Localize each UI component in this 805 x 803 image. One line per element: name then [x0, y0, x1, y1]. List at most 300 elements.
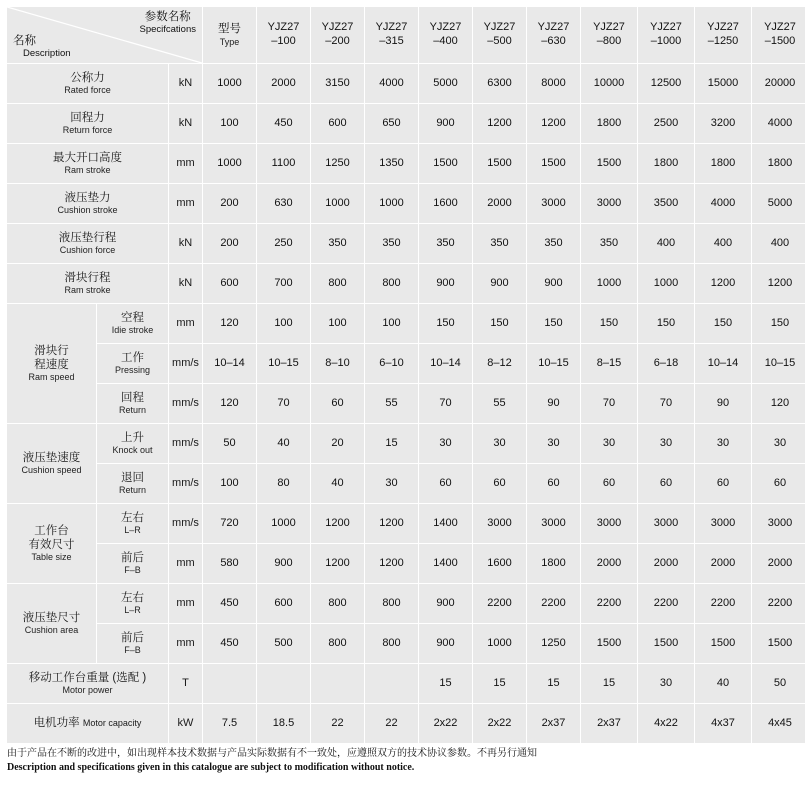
group-3-sub-1-unit: mm: [169, 624, 203, 664]
group-0-sub-0-value-7: 150: [581, 304, 638, 344]
footnote-line-cn: 由于产品在不断的改进中，如出现样本技术数据与产品实际数据有不一致处，应遵照双方的技术协议参数。不再另行通知: [7, 748, 537, 759]
model-header-5-line-0: YJZ27: [537, 21, 570, 34]
row-5-value-8: 1000: [638, 264, 695, 304]
model-header-7-line-0: YJZ27: [650, 21, 682, 34]
group-0-sub-0-value-10: 150: [752, 304, 805, 344]
row-unit-0: kN: [169, 64, 203, 104]
tail-row-0-value-5: 15: [473, 664, 527, 704]
group-3-sub-0-value-7: 2200: [581, 584, 638, 624]
row-4-value-0: 200: [203, 224, 257, 264]
row-2-value-8: 1800: [638, 144, 695, 184]
row-0-value-4: 5000: [419, 64, 473, 104]
group-1-sub-1-value-5: 60: [473, 464, 527, 504]
model-header-4-line-1: –500: [487, 35, 512, 47]
row-0-value-1: 2000: [257, 64, 311, 104]
group-2-sub-0-value-3: 1200: [365, 504, 419, 544]
group-0-sub-0-value-8: 150: [638, 304, 695, 344]
group-label-0-cn2: 程速度: [34, 358, 69, 371]
group-0-sub-0-value-4: 150: [419, 304, 473, 344]
group-0-sub-1-value-2: 8–10: [311, 344, 365, 384]
tail-row-0-value-3: [365, 664, 419, 704]
header-type-cell: 型号 Type: [203, 7, 257, 64]
group-3-sub-0-value-9: 2200: [695, 584, 752, 624]
group-3-sub-1-value-6: 1250: [527, 624, 581, 664]
group-3-sub-0-value-8: 2200: [638, 584, 695, 624]
row-label-3: [7, 184, 169, 224]
row-2-value-9: 1800: [695, 144, 752, 184]
model-header-1-line-1: –200: [325, 35, 350, 47]
specifications-table: [6, 6, 805, 744]
group-2-sub-1-label-en: F–B: [124, 565, 141, 576]
table-row: [7, 504, 805, 544]
group-0-sub-0-value-3: 100: [365, 304, 419, 344]
group-3-sub-0-value-2: 800: [311, 584, 365, 624]
tail-row-0-value-1: [257, 664, 311, 704]
row-2-value-6: 1500: [527, 144, 581, 184]
group-0-sub-0-value-9: 150: [695, 304, 752, 344]
row-1-value-1: 450: [257, 104, 311, 144]
group-1-sub-0-value-6: 30: [527, 424, 581, 464]
row-4-value-1: 250: [257, 224, 311, 264]
group-3-sub-0-value-10: 2200: [752, 584, 805, 624]
group-2-sub-0-value-4: 1400: [419, 504, 473, 544]
row-0-value-5: 6300: [473, 64, 527, 104]
group-2-sub-0-unit: mm/s: [169, 504, 203, 544]
row-1-value-4: 900: [419, 104, 473, 144]
row-2-value-3: 1350: [365, 144, 419, 184]
group-3-sub-1-value-10: 1500: [752, 624, 805, 664]
group-0-sub-0-label: [97, 304, 169, 344]
table-row: [7, 104, 805, 144]
row-5-value-1: 700: [257, 264, 311, 304]
group-0-sub-2-value-7: 70: [581, 384, 638, 424]
group-2-sub-1-value-9: 2000: [695, 544, 752, 584]
group-2-sub-0-value-6: 3000: [527, 504, 581, 544]
footnote: [6, 747, 799, 774]
group-3-sub-0-value-0: 450: [203, 584, 257, 624]
tail-row-label-1: [7, 704, 169, 744]
row-label-1-cn: 回程力: [70, 111, 105, 124]
row-1-value-2: 600: [311, 104, 365, 144]
row-4-value-3: 350: [365, 224, 419, 264]
tail-row-1-value-3: 22: [365, 704, 419, 744]
table-row: [7, 224, 805, 264]
model-header-6-line-1: –800: [596, 35, 622, 47]
group-3-sub-1-value-2: 800: [311, 624, 365, 664]
group-2-sub-1-label-cn: 前后: [121, 551, 144, 564]
row-5-value-3: 800: [365, 264, 419, 304]
row-2-value-2: 1250: [311, 144, 365, 184]
row-3-value-6: 3000: [527, 184, 581, 224]
row-label-1-en: Return force: [62, 125, 113, 136]
group-2-sub-0-value-1: 1000: [257, 504, 311, 544]
group-1-sub-1-value-10: 60: [752, 464, 805, 504]
group-2-sub-1-value-6: 1800: [527, 544, 581, 584]
table-row: [7, 144, 805, 184]
group-1-sub-1-label-en: Return: [118, 485, 146, 496]
group-3-sub-1-value-3: 800: [365, 624, 419, 664]
group-2-sub-1-value-7: 2000: [581, 544, 638, 584]
group-0-sub-1-value-7: 8–15: [581, 344, 638, 384]
table-row: [7, 184, 805, 224]
row-label-4: [7, 224, 169, 264]
row-1-value-9: 3200: [695, 104, 752, 144]
tail-row-1-value-8: 4x22: [638, 704, 695, 744]
tail-row-0-value-8: 30: [638, 664, 695, 704]
row-5-value-0: 600: [203, 264, 257, 304]
group-2-sub-0-value-8: 3000: [638, 504, 695, 544]
group-1-sub-0-label: [97, 424, 169, 464]
model-header-8-line-1: –1250: [707, 35, 739, 47]
group-0-sub-1-value-10: 10–15: [752, 344, 805, 384]
group-label-0: [7, 304, 97, 424]
table-row: [7, 384, 805, 424]
model-header-9: [752, 7, 805, 64]
row-2-value-0: 1000: [203, 144, 257, 184]
group-3-sub-0-value-5: 2200: [473, 584, 527, 624]
row-label-2-en: Ram stroke: [64, 165, 111, 176]
table-row: [7, 344, 805, 384]
group-0-sub-2-label: [97, 384, 169, 424]
row-3-value-1: 630: [257, 184, 311, 224]
header-corner-cell: [7, 7, 203, 64]
group-0-sub-0-label-cn: 空程: [121, 311, 144, 324]
row-unit-1: kN: [169, 104, 203, 144]
row-2-value-7: 1500: [581, 144, 638, 184]
group-0-sub-0-value-1: 100: [257, 304, 311, 344]
group-1-sub-1-value-3: 30: [365, 464, 419, 504]
group-0-sub-0-unit: mm: [169, 304, 203, 344]
table-row: [7, 584, 805, 624]
group-3-sub-0-value-3: 800: [365, 584, 419, 624]
model-header-3: [419, 7, 473, 64]
group-3-sub-0-label-cn: 左右: [121, 591, 144, 604]
group-1-sub-1-value-2: 40: [311, 464, 365, 504]
row-3-value-5: 2000: [473, 184, 527, 224]
group-0-sub-1-value-1: 10–15: [257, 344, 311, 384]
model-header-8-line-0: YJZ27: [707, 21, 739, 34]
group-1-sub-0-value-5: 30: [473, 424, 527, 464]
group-0-sub-2-value-9: 90: [695, 384, 752, 424]
tail-row-1-value-10: 4x45: [752, 704, 805, 744]
group-1-sub-1-value-9: 60: [695, 464, 752, 504]
model-header-2: [365, 7, 419, 64]
group-1-sub-1-label-cn: 退回: [121, 471, 144, 484]
model-header-1: [311, 7, 365, 64]
table-header: [7, 7, 805, 64]
group-label-1: [7, 424, 97, 504]
row-4-value-7: 350: [581, 224, 638, 264]
tail-row-0-value-7: 15: [581, 664, 638, 704]
model-header-3-line-0: YJZ27: [429, 21, 462, 34]
row-1-value-7: 1800: [581, 104, 638, 144]
row-5-value-7: 1000: [581, 264, 638, 304]
row-3-value-7: 3000: [581, 184, 638, 224]
group-1-sub-1-value-0: 100: [203, 464, 257, 504]
row-label-5-cn: 滑块行程: [64, 271, 111, 284]
table-row: [7, 64, 805, 104]
group-3-sub-1-value-4: 900: [419, 624, 473, 664]
group-2-sub-1-value-4: 1400: [419, 544, 473, 584]
table-body: [7, 64, 805, 744]
group-3-sub-0-value-1: 600: [257, 584, 311, 624]
row-unit-2: mm: [169, 144, 203, 184]
group-label-0-cn1: 滑块行: [34, 344, 69, 357]
group-2-sub-0-value-5: 3000: [473, 504, 527, 544]
group-0-sub-1-unit: mm/s: [169, 344, 203, 384]
row-1-value-5: 1200: [473, 104, 527, 144]
row-label-2: [7, 144, 169, 184]
row-4-value-10: 400: [752, 224, 805, 264]
group-0-sub-2-value-4: 70: [419, 384, 473, 424]
row-3-value-4: 1600: [419, 184, 473, 224]
model-header-0-line-1: –100: [271, 35, 296, 47]
group-0-sub-2-value-3: 55: [365, 384, 419, 424]
group-1-sub-0-unit: mm/s: [169, 424, 203, 464]
row-5-value-6: 900: [527, 264, 581, 304]
row-label-5-en: Ram stroke: [64, 285, 111, 296]
table-row: [7, 704, 805, 744]
model-header-6-line-0: YJZ27: [593, 21, 625, 34]
group-2-sub-1-unit: mm: [169, 544, 203, 584]
group-3-sub-0-label-en: L–R: [124, 605, 141, 616]
group-1-sub-0-label-cn: 上升: [121, 431, 144, 444]
group-2-sub-0-value-2: 1200: [311, 504, 365, 544]
group-0-sub-2-value-2: 60: [311, 384, 365, 424]
group-2-sub-0-label: [97, 504, 169, 544]
group-1-sub-1-value-8: 60: [638, 464, 695, 504]
group-3-sub-1-label-en: F–B: [124, 645, 141, 656]
row-5-value-10: 1200: [752, 264, 805, 304]
group-0-sub-1-value-3: 6–10: [365, 344, 419, 384]
table-row: [7, 424, 805, 464]
group-0-sub-2-value-0: 120: [203, 384, 257, 424]
group-0-sub-1-value-8: 6–18: [638, 344, 695, 384]
group-2-sub-1-value-2: 1200: [311, 544, 365, 584]
group-0-sub-1-value-4: 10–14: [419, 344, 473, 384]
group-2-sub-0-value-10: 3000: [752, 504, 805, 544]
row-0-value-3: 4000: [365, 64, 419, 104]
group-label-1-cn1: 液压垫速度: [22, 451, 81, 464]
model-header-4-line-0: YJZ27: [483, 21, 516, 34]
group-1-sub-0-value-3: 15: [365, 424, 419, 464]
group-2-sub-1-value-3: 1200: [365, 544, 419, 584]
group-label-3-en: Cushion area: [24, 625, 79, 636]
group-1-sub-1-value-4: 60: [419, 464, 473, 504]
row-0-value-0: 1000: [203, 64, 257, 104]
tail-row-1-value-1: 18.5: [257, 704, 311, 744]
row-label-0-en: Rated force: [64, 85, 111, 96]
row-4-value-9: 400: [695, 224, 752, 264]
group-label-2: [7, 504, 97, 584]
tail-row-0-value-6: 15: [527, 664, 581, 704]
group-3-sub-1-label: [97, 624, 169, 664]
group-1-sub-0-value-2: 20: [311, 424, 365, 464]
tail-row-1-value-9: 4x37: [695, 704, 752, 744]
group-1-sub-0-value-9: 30: [695, 424, 752, 464]
row-1-value-10: 4000: [752, 104, 805, 144]
model-header-4: [473, 7, 527, 64]
group-0-sub-1-value-6: 10–15: [527, 344, 581, 384]
model-header-1-line-0: YJZ27: [321, 21, 354, 34]
model-header-0-line-0: YJZ27: [267, 21, 300, 34]
header-description-label: 名称 Description: [13, 34, 71, 60]
row-0-value-10: 20000: [752, 64, 805, 104]
row-0-value-6: 8000: [527, 64, 581, 104]
row-2-value-5: 1500: [473, 144, 527, 184]
tail-row-label-0: [7, 664, 169, 704]
group-0-sub-2-value-1: 70: [257, 384, 311, 424]
group-2-sub-0-label-cn: 左右: [121, 511, 144, 524]
table-row: [7, 544, 805, 584]
group-0-sub-2-unit: mm/s: [169, 384, 203, 424]
tail-row-label-0-cn: 移动工作台重量 (选配 ): [28, 671, 147, 684]
row-2-value-10: 1800: [752, 144, 805, 184]
group-3-sub-1-value-9: 1500: [695, 624, 752, 664]
group-2-sub-1-value-5: 1600: [473, 544, 527, 584]
group-label-2-en: Table size: [31, 552, 72, 563]
group-2-sub-0-value-0: 720: [203, 504, 257, 544]
row-0-value-9: 15000: [695, 64, 752, 104]
group-3-sub-1-value-7: 1500: [581, 624, 638, 664]
row-5-value-2: 800: [311, 264, 365, 304]
tail-row-label-1-en: Motor capacity: [82, 718, 142, 729]
group-1-sub-0-value-8: 30: [638, 424, 695, 464]
group-0-sub-2-label-en: Return: [118, 405, 146, 416]
group-1-sub-1-value-1: 80: [257, 464, 311, 504]
group-3-sub-0-value-6: 2200: [527, 584, 581, 624]
group-label-0-en: Ram speed: [28, 372, 75, 383]
tail-row-0-value-10: 50: [752, 664, 805, 704]
group-0-sub-1-label: [97, 344, 169, 384]
model-header-9-line-1: –1500: [764, 35, 796, 47]
group-1-sub-1-value-6: 60: [527, 464, 581, 504]
group-0-sub-2-value-5: 55: [473, 384, 527, 424]
row-label-4-cn: 液压垫行程: [58, 231, 117, 244]
group-0-sub-1-value-5: 8–12: [473, 344, 527, 384]
table-row: [7, 664, 805, 704]
group-1-sub-0-value-1: 40: [257, 424, 311, 464]
row-0-value-2: 3150: [311, 64, 365, 104]
row-4-value-4: 350: [419, 224, 473, 264]
table-row: [7, 624, 805, 664]
model-header-0: [257, 7, 311, 64]
row-3-value-8: 3500: [638, 184, 695, 224]
row-2-value-1: 1100: [257, 144, 311, 184]
row-1-value-8: 2500: [638, 104, 695, 144]
row-5-value-5: 900: [473, 264, 527, 304]
row-label-2-cn: 最大开口高度: [53, 151, 122, 164]
tail-row-1-value-5: 2x22: [473, 704, 527, 744]
group-3-sub-0-value-4: 900: [419, 584, 473, 624]
group-0-sub-1-value-9: 10–14: [695, 344, 752, 384]
tail-row-unit-0: T: [169, 664, 203, 704]
footnote-line-en: Description and specifications given in this catalogue are subject to modification without notice.: [7, 761, 415, 773]
tail-row-1-value-0: 7.5: [203, 704, 257, 744]
row-4-value-2: 350: [311, 224, 365, 264]
row-1-value-6: 1200: [527, 104, 581, 144]
group-0-sub-0-value-5: 150: [473, 304, 527, 344]
group-3-sub-1-label-cn: 前后: [121, 631, 144, 644]
header-row: [7, 7, 805, 64]
group-0-sub-1-value-0: 10–14: [203, 344, 257, 384]
row-unit-4: kN: [169, 224, 203, 264]
row-unit-5: kN: [169, 264, 203, 304]
row-3-value-0: 200: [203, 184, 257, 224]
group-0-sub-0-value-6: 150: [527, 304, 581, 344]
group-2-sub-1-value-8: 2000: [638, 544, 695, 584]
tail-row-0-value-4: 15: [419, 664, 473, 704]
model-header-6: [581, 7, 638, 64]
row-3-value-9: 4000: [695, 184, 752, 224]
row-unit-3: mm: [169, 184, 203, 224]
group-1-sub-0-value-4: 30: [419, 424, 473, 464]
group-label-2-cn2: 有效尺寸: [28, 538, 75, 551]
model-header-7-line-1: –1000: [650, 35, 682, 47]
group-2-sub-0-value-7: 3000: [581, 504, 638, 544]
row-3-value-10: 5000: [752, 184, 805, 224]
group-label-3: [7, 584, 97, 664]
model-header-9-line-0: YJZ27: [764, 21, 796, 34]
row-5-value-4: 900: [419, 264, 473, 304]
row-4-value-8: 400: [638, 224, 695, 264]
table-row: [7, 304, 805, 344]
tail-row-1-value-2: 22: [311, 704, 365, 744]
group-1-sub-0-label-en: Knock out: [112, 445, 153, 456]
tail-row-1-value-7: 2x37: [581, 704, 638, 744]
tail-row-unit-1: kW: [169, 704, 203, 744]
row-0-value-7: 10000: [581, 64, 638, 104]
group-3-sub-1-value-5: 1000: [473, 624, 527, 664]
group-2-sub-1-value-0: 580: [203, 544, 257, 584]
group-0-sub-0-value-0: 120: [203, 304, 257, 344]
row-label-5: [7, 264, 169, 304]
group-0-sub-0-label-en: Idie stroke: [111, 325, 154, 336]
row-label-1: [7, 104, 169, 144]
model-header-3-line-1: –400: [433, 35, 458, 47]
group-0-sub-1-label-cn: 工作: [121, 351, 144, 364]
row-label-0-cn: 公称力: [70, 71, 105, 84]
header-specifications-label: 参数名称 Specifcations: [139, 11, 196, 36]
row-3-value-3: 1000: [365, 184, 419, 224]
group-1-sub-1-label: [97, 464, 169, 504]
row-0-value-8: 12500: [638, 64, 695, 104]
group-label-2-cn1: 工作台: [34, 524, 69, 537]
tail-row-0-value-9: 40: [695, 664, 752, 704]
group-1-sub-0-value-10: 30: [752, 424, 805, 464]
group-label-3-cn1: 液压垫尺寸: [22, 611, 81, 624]
row-label-3-cn: 液压垫力: [64, 191, 111, 204]
group-3-sub-0-unit: mm: [169, 584, 203, 624]
group-1-sub-1-value-7: 60: [581, 464, 638, 504]
group-1-sub-0-value-0: 50: [203, 424, 257, 464]
group-0-sub-2-value-8: 70: [638, 384, 695, 424]
group-2-sub-0-label-en: L–R: [124, 525, 141, 536]
model-header-2-line-1: –315: [379, 35, 404, 47]
row-1-value-3: 650: [365, 104, 419, 144]
row-label-0: [7, 64, 169, 104]
tail-row-0-value-2: [311, 664, 365, 704]
row-5-value-9: 1200: [695, 264, 752, 304]
tail-row-0-value-0: [203, 664, 257, 704]
row-4-value-5: 350: [473, 224, 527, 264]
table-row: [7, 264, 805, 304]
row-2-value-4: 1500: [419, 144, 473, 184]
group-0-sub-1-label-en: Pressing: [114, 365, 150, 376]
group-3-sub-1-value-1: 500: [257, 624, 311, 664]
table-row: [7, 464, 805, 504]
group-2-sub-1-value-10: 2000: [752, 544, 805, 584]
